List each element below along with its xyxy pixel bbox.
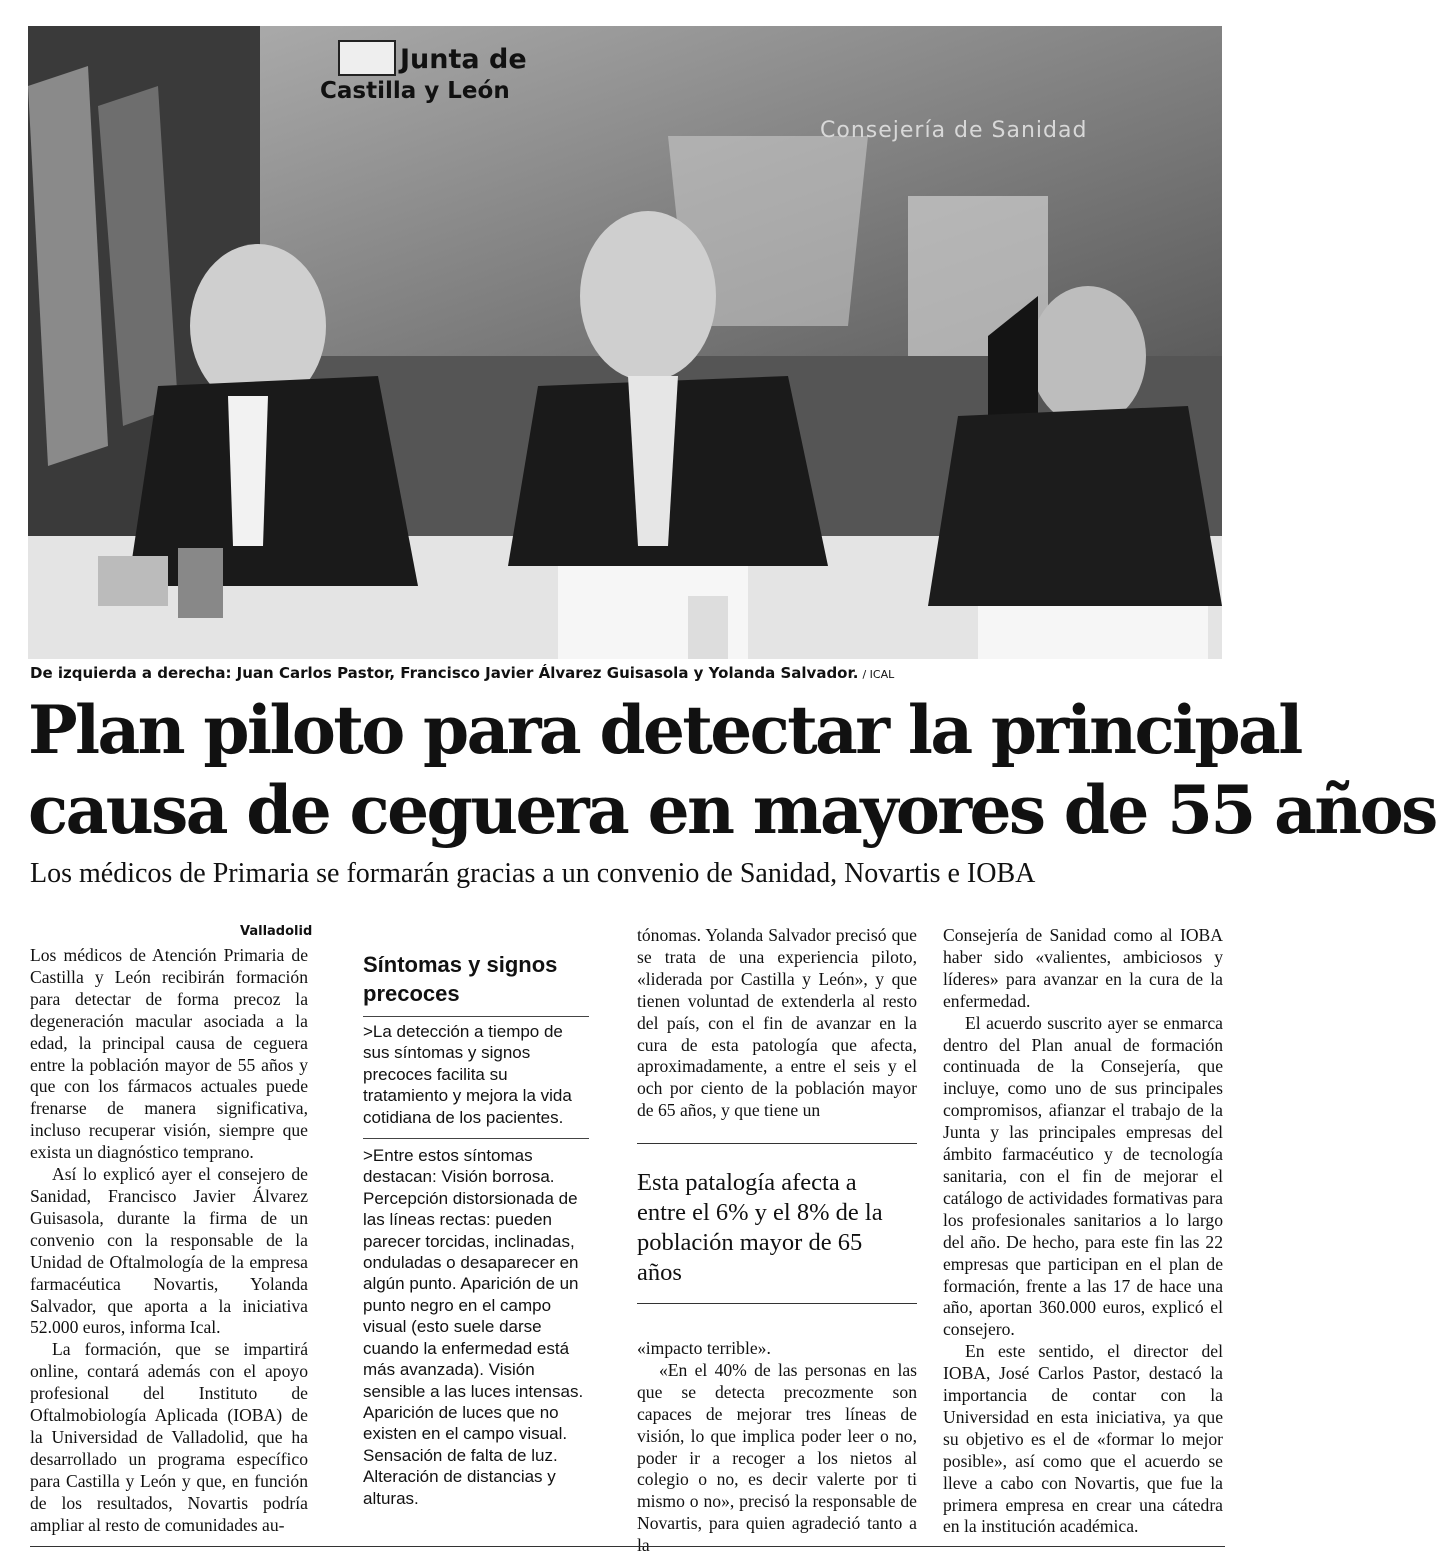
column-1	[30, 945, 308, 1536]
backdrop-text: Consejería de Sanidad	[820, 118, 1088, 143]
sidebar-item: >Entre estos síntomas destacan: Visión borrosa. Percepción distorsionada de las líneas rectas: pueden parecer torcidas, inclinadas, onduladas o desaparecer en algún punto. Aparición de un punto negro en el campo visual (esto suele darse cuando la enfermedad está más avanzada). Visión sensible a las luces intensas. Aparición de luces que no existen en el campo visual. Sensación de falta de luz. Alteración de distancias y alturas.	[363, 1146, 584, 1508]
photo-credit: / ICAL	[862, 668, 895, 681]
paragraph: «En el 40% de las personas en las que se detecta precozmente son capaces de mejorar tres líneas de visión, lo que implica poder leer o no, poder ir a recoger a los nietos al colegio o no, es decir valerte por ti mismo o no», precisó la responsable de Novartis, para quien agradeció tanto a la	[637, 1359, 917, 1556]
paragraph: El acuerdo suscrito ayer se enmarca dentro del Plan anual de formación continuada de la Consejería, que incluye, como uno de sus principales compromisos, afianzar el trabajo de la Junta y las principales empresas del ámbito farmacéutico y de tecnología sanitaria, con el fin de mejorar el catálogo de actividades formativas para los profesionales sanitarios a lo largo del año. De hecho, para este fin las 22 empresas que participan en el plan de formación, frente a las 17 de hace una año, aportan 360.000 euros, explicó el consejero.	[943, 1012, 1223, 1340]
sidebar-divider	[363, 1138, 589, 1139]
sidebar-box	[363, 950, 589, 1509]
paragraph: tónomas. Yolanda Salvador precisó que se trata de una experiencia piloto, «liderada por Castilla y León», y que tienen voluntad de extenderla al resto del país, con el fin de avanzar en la cura de esta patología que afecta, aproximadamente, a entre el seis y el och por ciento de la población mayor de 65 años, y que tiene un	[637, 925, 917, 1121]
sidebar-title: Síntomas y signos precoces	[363, 952, 558, 1006]
sidebar-content	[363, 1016, 589, 1509]
column-4	[943, 925, 1223, 1538]
headline-line1: Plan piloto para detectar la principal	[28, 691, 1301, 769]
junta-logo	[318, 34, 548, 126]
column-3-bottom	[637, 1338, 917, 1557]
paragraph: En este sentido, el director del IOBA, José Carlos Pastor, destacó la importancia de contar con la Universidad en esta iniciativa, ya que su objetivo es el de «formar lo mejor posible», así como que el acuerdo se lleve a cabo con Novartis, que fue la primera empresa en crear una cátedra en la institución académica.	[943, 1341, 1223, 1537]
headline-line2: causa de ceguera en mayores de 55 años	[28, 771, 1436, 849]
paragraph: La formación, que se impartirá online, contará además con el apoyo profesional del Instituto de Oftalmobiología Aplicada (IOBA) de la Universidad de Valladolid, que ha desarrollado un programa específico para Castilla y León y que, en función de los resultados, Novartis podría ampliar al resto de comunidades au-	[30, 1339, 308, 1535]
photo-caption	[30, 664, 894, 682]
page-bottom-rule	[30, 1546, 1225, 1547]
paragraph: Consejería de Sanidad como al IOBA haber sido «valientes, ambiciosos y líderes» para avanzar en la cura de la enfermedad.	[943, 925, 1223, 1011]
column-3-top	[637, 925, 917, 1122]
pull-quote-rule-top	[637, 1143, 917, 1144]
news-photo	[28, 26, 1222, 659]
caption-text: De izquierda a derecha: Juan Carlos Pastor, Francisco Javier Álvarez Guisasola y Yolanda Salvador.	[30, 664, 859, 682]
sidebar-item: >La detección a tiempo de sus síntomas y signos precoces facilita su tratamiento y mejora la vida cotidiana de los pacientes.	[363, 1022, 572, 1127]
paragraph: Así lo explicó ayer el consejero de Sanidad, Francisco Javier Álvarez Guisasola, durante la firma de un convenio con la responsable de la Unidad de Oftalmología de la empresa farmacéutica Novartis, Yolanda Salvador, que aporta a la iniciativa 52.000 euros, informa Ical.	[30, 1164, 308, 1338]
logo-line1: Junta de	[400, 44, 527, 75]
coat-of-arms-icon	[338, 40, 396, 76]
paragraph: Los médicos de Atención Primaria de Castilla y León recibirán formación para detectar de forma precoz la degeneración macular asociada a la edad, la principal causa de ceguera entre la población mayor de 55 años y que con los fármacos actuales puede frenarse de manera significativa, incluso recuperar visión, siempre que exista un diagnóstico temprano.	[30, 945, 308, 1163]
pull-quote-rule-bottom	[637, 1303, 917, 1304]
subheadline: Los médicos de Primaria se formarán gracias a un convenio de Sanidad, Novartis e IOBA	[30, 858, 1036, 889]
logo-line2: Castilla y León	[320, 78, 510, 104]
headline	[28, 690, 1436, 850]
dateline: Valladolid	[240, 924, 313, 939]
paragraph: «impacto terrible».	[637, 1338, 771, 1358]
pull-quote: Esta patalogía afecta a entre el 6% y el 8% de la población mayor de 65 años	[637, 1169, 883, 1286]
